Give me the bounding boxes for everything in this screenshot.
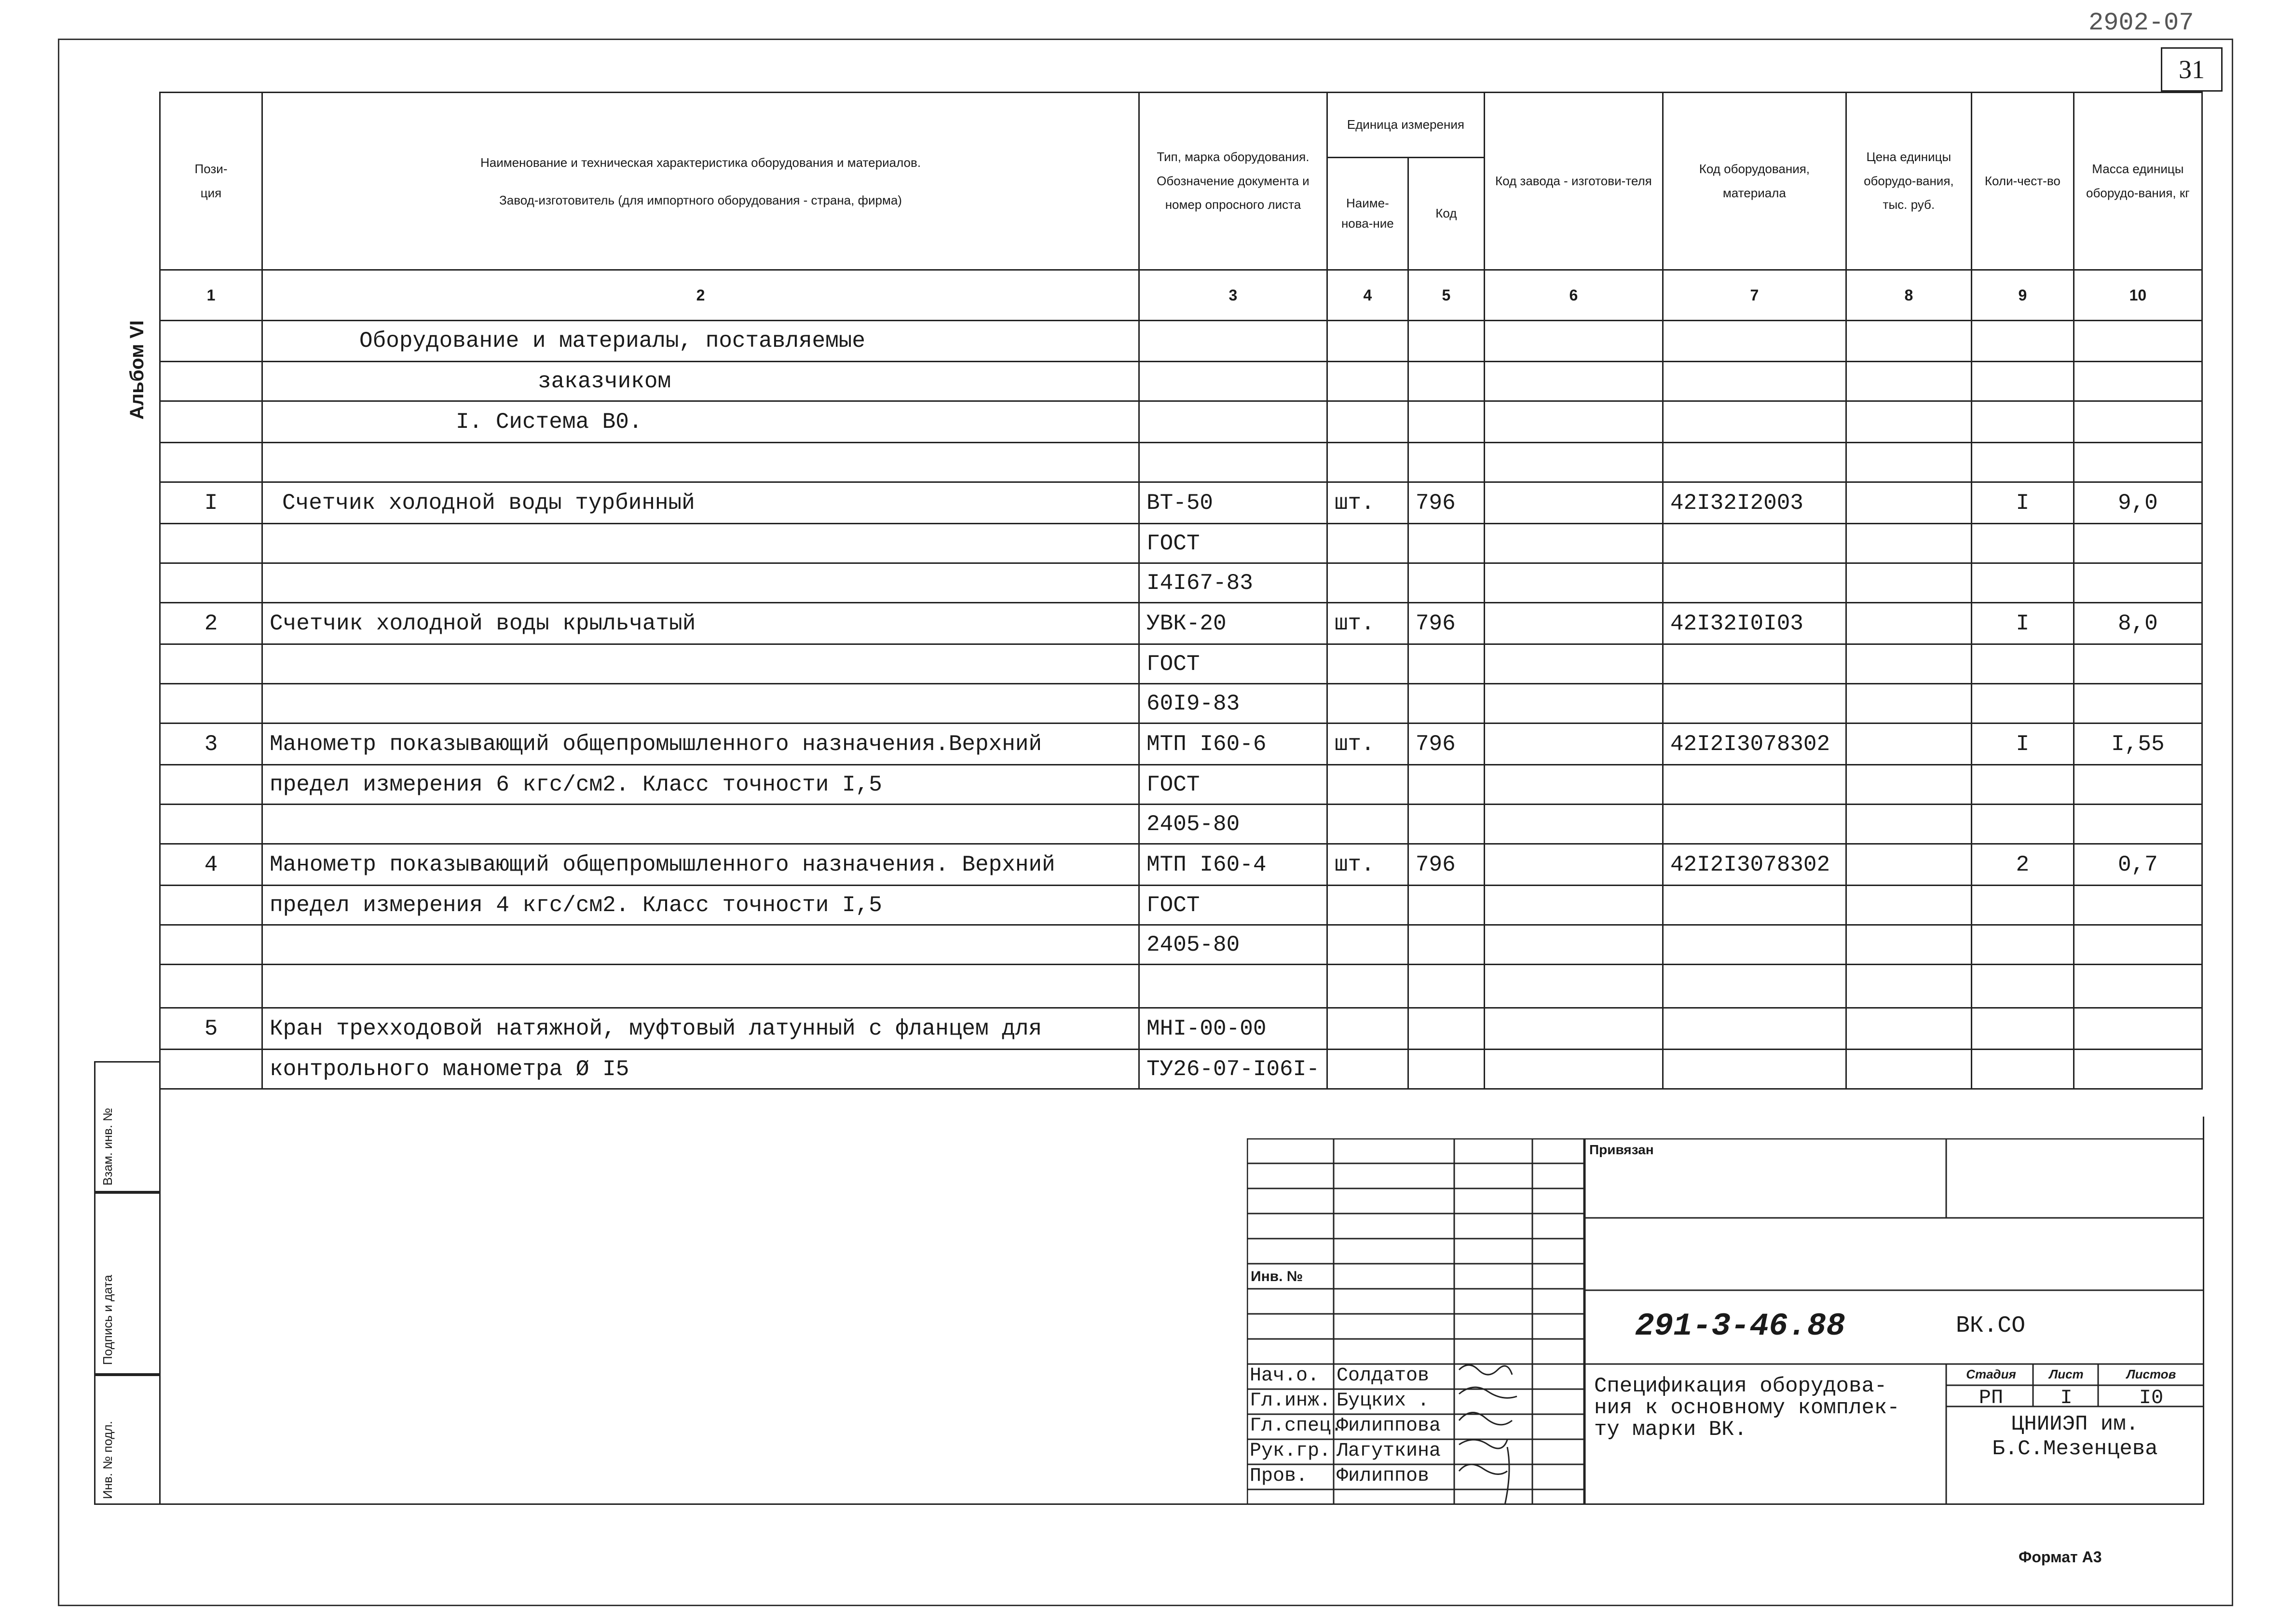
price-cell <box>1846 723 1971 765</box>
price-cell <box>1846 524 1971 563</box>
table-row <box>160 886 2202 925</box>
position-cell <box>160 644 262 684</box>
unit-name-cell <box>1327 765 1408 805</box>
type-cell: 2405-80 <box>1139 805 1327 844</box>
inventory-number-label: Инв. № <box>1251 1269 1303 1284</box>
table-row <box>160 684 2202 723</box>
equipment-code-cell: 42I32I2003 <box>1663 482 1846 524</box>
quantity-cell <box>1971 563 2074 603</box>
unit-code-cell <box>1408 644 1484 684</box>
position-cell <box>160 925 262 965</box>
sheets-label: Листов <box>2126 1367 2176 1381</box>
price-cell <box>1846 321 1971 362</box>
type-cell: ВТ-50 <box>1139 482 1327 524</box>
signer-name: Солдатов <box>1337 1365 1430 1387</box>
table-row <box>160 844 2202 886</box>
position-cell: 2 <box>160 603 262 644</box>
type-cell <box>1139 321 1327 362</box>
type-cell: I4I67-83 <box>1139 563 1327 603</box>
quantity-cell: I <box>1971 482 2074 524</box>
maker-code-cell <box>1484 844 1663 886</box>
specification-table <box>159 92 2203 1090</box>
name-cell <box>262 524 1139 563</box>
mass-cell <box>2074 765 2202 805</box>
position-cell <box>160 805 262 844</box>
table-row <box>160 524 2202 563</box>
price-cell <box>1846 482 1971 524</box>
column-number: 3 <box>1139 270 1327 321</box>
header-equipment-code: Код оборудования, материала <box>1663 93 1846 270</box>
format-label: Формат А3 <box>2019 1548 2102 1566</box>
title-block-main <box>1584 1138 2204 1505</box>
column-number: 6 <box>1484 270 1663 321</box>
price-cell <box>1846 805 1971 844</box>
document-number: 291-3-46.88 <box>1635 1308 1845 1344</box>
position-cell <box>160 321 262 362</box>
table-row <box>160 925 2202 965</box>
unit-name-cell <box>1327 524 1408 563</box>
position-cell: 4 <box>160 844 262 886</box>
unit-name-cell: шт. <box>1327 482 1408 524</box>
mass-cell <box>2074 886 2202 925</box>
unit-code-cell <box>1408 1008 1484 1050</box>
title-block-grid <box>1247 1138 1584 1505</box>
column-number: 1 <box>160 270 262 321</box>
name-cell: Счетчик холодной воды турбинный <box>262 482 1139 524</box>
mass-cell <box>2074 965 2202 1008</box>
equipment-code-cell <box>1663 362 1846 401</box>
position-cell <box>160 563 262 603</box>
quantity-cell: I <box>1971 723 2074 765</box>
position-cell <box>160 965 262 1008</box>
column-number: 5 <box>1408 270 1484 321</box>
quantity-cell <box>1971 644 2074 684</box>
equipment-code-cell <box>1663 886 1846 925</box>
price-cell <box>1846 1050 1971 1089</box>
equipment-code-cell <box>1663 965 1846 1008</box>
unit-name-cell <box>1327 362 1408 401</box>
equipment-code-cell <box>1663 644 1846 684</box>
unit-code-cell <box>1408 443 1484 482</box>
price-cell <box>1846 844 1971 886</box>
mass-cell <box>2074 925 2202 965</box>
mass-cell: I,55 <box>2074 723 2202 765</box>
equipment-code-cell <box>1663 563 1846 603</box>
table-row <box>160 482 2202 524</box>
unit-name-cell <box>1327 1050 1408 1089</box>
type-cell <box>1139 362 1327 401</box>
maker-code-cell <box>1484 563 1663 603</box>
quantity-cell <box>1971 362 2074 401</box>
position-cell: 3 <box>160 723 262 765</box>
header-type: Тип, марка оборудования. Обозначение документа и номер опросного листа <box>1139 93 1327 270</box>
title-line: Спецификация оборудова- <box>1594 1374 1887 1398</box>
unit-name-cell <box>1327 925 1408 965</box>
unit-name-cell <box>1327 321 1408 362</box>
type-cell <box>1139 443 1327 482</box>
unit-code-cell <box>1408 965 1484 1008</box>
org-line: ЦНИИЭП им. <box>2011 1412 2139 1436</box>
header-name: Наименование и техническая характеристика оборудования и материалов. Завод-изготовитель (для импортного оборудования - страна, фирма) <box>262 93 1139 270</box>
table-row <box>160 321 2202 362</box>
maker-code-cell <box>1484 603 1663 644</box>
unit-name-cell <box>1327 563 1408 603</box>
equipment-code-cell: 42I32I0I03 <box>1663 603 1846 644</box>
column-number: 4 <box>1327 270 1408 321</box>
organization <box>1947 1412 2203 1461</box>
price-cell <box>1846 1008 1971 1050</box>
price-cell <box>1846 443 1971 482</box>
specification-body <box>160 321 2202 1089</box>
mass-cell: 9,0 <box>2074 482 2202 524</box>
mass-cell <box>2074 401 2202 443</box>
unit-name-cell <box>1327 805 1408 844</box>
table-row <box>160 723 2202 765</box>
maker-code-cell <box>1484 925 1663 965</box>
equipment-code-cell <box>1663 401 1846 443</box>
unit-name-cell: шт. <box>1327 723 1408 765</box>
maker-code-cell <box>1484 482 1663 524</box>
unit-code-cell: 796 <box>1408 482 1484 524</box>
column-number: 8 <box>1846 270 1971 321</box>
unit-code-cell <box>1408 563 1484 603</box>
name-cell: Оборудование и материалы, поставляемые <box>262 321 1139 362</box>
sheet-label: Лист <box>2049 1367 2084 1381</box>
equipment-code-cell <box>1663 443 1846 482</box>
type-cell: ГОСТ <box>1139 886 1327 925</box>
column-number: 10 <box>2074 270 2202 321</box>
unit-name-cell <box>1327 401 1408 443</box>
equipment-code-cell <box>1663 765 1846 805</box>
quantity-cell <box>1971 321 2074 362</box>
price-cell <box>1846 401 1971 443</box>
name-cell <box>262 925 1139 965</box>
mass-cell: 8,0 <box>2074 603 2202 644</box>
stamp-replacement-inventory <box>94 1061 161 1192</box>
type-cell: ГОСТ <box>1139 524 1327 563</box>
signer-name: Лагуткина <box>1337 1440 1441 1462</box>
unit-code-cell: 796 <box>1408 844 1484 886</box>
maker-code-cell <box>1484 443 1663 482</box>
role-label: Гл.спец. <box>1250 1415 1343 1437</box>
header-price: Цена единицы оборудо-вания, тыс. руб. <box>1846 93 1971 270</box>
type-cell: МТП I60-6 <box>1139 723 1327 765</box>
document-title <box>1594 1376 1900 1441</box>
unit-code-cell <box>1408 805 1484 844</box>
maker-code-cell <box>1484 524 1663 563</box>
price-cell <box>1846 965 1971 1008</box>
unit-code-cell <box>1408 1050 1484 1089</box>
column-number: 7 <box>1663 270 1846 321</box>
role-label: Рук.гр. <box>1250 1440 1331 1462</box>
type-cell: ГОСТ <box>1139 765 1327 805</box>
type-cell: 60I9-83 <box>1139 684 1327 723</box>
mass-cell <box>2074 524 2202 563</box>
maker-code-cell <box>1484 401 1663 443</box>
role-label: Нач.о. <box>1250 1365 1320 1387</box>
position-cell: 5 <box>160 1008 262 1050</box>
price-cell <box>1846 765 1971 805</box>
table-row <box>160 1050 2202 1089</box>
unit-code-cell <box>1408 925 1484 965</box>
mass-cell <box>2074 684 2202 723</box>
type-cell: ГОСТ <box>1139 644 1327 684</box>
position-cell <box>160 684 262 723</box>
equipment-code-cell <box>1663 524 1846 563</box>
maker-code-cell <box>1484 644 1663 684</box>
album-label: Альбом VI <box>126 320 148 420</box>
name-cell <box>262 805 1139 844</box>
position-cell <box>160 524 262 563</box>
header-maker-code: Код завода - изготови-теля <box>1484 93 1663 270</box>
unit-name-cell <box>1327 684 1408 723</box>
header-mass: Масса единицы оборудо-вания, кг <box>2074 93 2202 270</box>
type-cell: 2405-80 <box>1139 925 1327 965</box>
price-cell <box>1846 684 1971 723</box>
equipment-code-cell <box>1663 925 1846 965</box>
position-cell <box>160 401 262 443</box>
quantity-cell <box>1971 524 2074 563</box>
price-cell <box>1846 563 1971 603</box>
quantity-cell <box>1971 401 2074 443</box>
table-row <box>160 1008 2202 1050</box>
document-code: ВК.СО <box>1956 1313 2026 1339</box>
equipment-code-cell: 42I2I3078302 <box>1663 723 1846 765</box>
quantity-cell <box>1971 765 2074 805</box>
stamp-label: Взам. инв. № <box>100 1107 115 1186</box>
signer-name: Филиппова <box>1337 1415 1441 1437</box>
header-position: Пози- ция <box>160 93 262 270</box>
position-cell <box>160 765 262 805</box>
role-label: Гл.инж. <box>1250 1390 1331 1412</box>
price-cell <box>1846 362 1971 401</box>
unit-code-cell <box>1408 886 1484 925</box>
table-row <box>160 603 2202 644</box>
unit-code-cell <box>1408 401 1484 443</box>
position-cell <box>160 1050 262 1089</box>
price-cell <box>1846 644 1971 684</box>
name-cell: Манометр показывающий общепромышленного назначения. Верхний <box>262 844 1139 886</box>
price-cell <box>1846 886 1971 925</box>
unit-code-cell <box>1408 684 1484 723</box>
mass-cell <box>2074 1050 2202 1089</box>
mass-cell <box>2074 644 2202 684</box>
signer-name: Буцких . <box>1337 1390 1430 1412</box>
quantity-cell <box>1971 925 2074 965</box>
header-unit-code: Код <box>1408 158 1484 270</box>
position-cell: I <box>160 482 262 524</box>
name-cell: заказчиком <box>262 362 1139 401</box>
equipment-code-cell <box>1663 1008 1846 1050</box>
privyazan-label: Привязан <box>1589 1142 1654 1157</box>
unit-name-cell <box>1327 644 1408 684</box>
type-cell: МТП I60-4 <box>1139 844 1327 886</box>
unit-code-cell <box>1408 765 1484 805</box>
mass-cell <box>2074 443 2202 482</box>
name-cell <box>262 684 1139 723</box>
type-cell: УВК-20 <box>1139 603 1327 644</box>
mass-cell <box>2074 321 2202 362</box>
equipment-code-cell <box>1663 321 1846 362</box>
maker-code-cell <box>1484 1050 1663 1089</box>
quantity-cell <box>1971 805 2074 844</box>
quantity-cell <box>1971 965 2074 1008</box>
type-cell: МНI-00-00 <box>1139 1008 1327 1050</box>
quantity-cell <box>1971 886 2074 925</box>
org-line: Б.С.Мезенцева <box>1992 1436 2158 1461</box>
table-row <box>160 362 2202 401</box>
stage-label: Стадия <box>1966 1367 2016 1381</box>
table-row <box>160 401 2202 443</box>
equipment-code-cell <box>1663 1050 1846 1089</box>
equipment-code-cell <box>1663 805 1846 844</box>
position-cell <box>160 362 262 401</box>
name-cell: предел измерения 4 кгс/см2. Класс точности I,5 <box>262 886 1139 925</box>
maker-code-cell <box>1484 362 1663 401</box>
mass-cell <box>2074 563 2202 603</box>
maker-code-cell <box>1484 321 1663 362</box>
stage-value: РП <box>1979 1386 2004 1409</box>
title-line: ния к основному комплек- <box>1594 1395 1900 1420</box>
signer-name: Филиппов <box>1337 1465 1430 1487</box>
corner-number-fragment: 2902-07 <box>2088 9 2194 37</box>
table-row <box>160 563 2202 603</box>
unit-name-cell <box>1327 886 1408 925</box>
column-number: 9 <box>1971 270 2074 321</box>
name-cell: предел измерения 6 кгс/см2. Класс точности I,5 <box>262 765 1139 805</box>
price-cell <box>1846 925 1971 965</box>
stamp-original-inventory <box>94 1375 161 1505</box>
role-label: Пров. <box>1250 1465 1308 1487</box>
position-cell <box>160 886 262 925</box>
name-cell: Счетчик холодной воды крыльчатый <box>262 603 1139 644</box>
type-cell: ТУ26-07-I06I- <box>1139 1050 1327 1089</box>
name-cell: Кран трехходовой натяжной, муфтовый латунный с фланцем для <box>262 1008 1139 1050</box>
equipment-code-cell <box>1663 684 1846 723</box>
header-quantity: Коли-чест-во <box>1971 93 2074 270</box>
unit-name-cell <box>1327 965 1408 1008</box>
sheets-value: I0 <box>2139 1386 2164 1409</box>
type-cell <box>1139 401 1327 443</box>
signatures <box>1247 1138 1584 1505</box>
price-cell <box>1846 603 1971 644</box>
name-cell <box>262 644 1139 684</box>
unit-name-cell <box>1327 443 1408 482</box>
maker-code-cell <box>1484 765 1663 805</box>
name-cell: I. Система В0. <box>262 401 1139 443</box>
maker-code-cell <box>1484 723 1663 765</box>
quantity-cell: 2 <box>1971 844 2074 886</box>
sheet-value: I <box>2060 1386 2073 1409</box>
unit-name-cell: шт. <box>1327 844 1408 886</box>
column-number: 2 <box>262 270 1139 321</box>
table-row <box>160 805 2202 844</box>
quantity-cell <box>1971 1008 2074 1050</box>
table-row <box>160 965 2202 1008</box>
mass-cell: 0,7 <box>2074 844 2202 886</box>
table-row <box>160 765 2202 805</box>
quantity-cell <box>1971 443 2074 482</box>
sheet-number: 31 <box>2179 55 2205 84</box>
name-cell: контрольного манометра Ø I5 <box>262 1050 1139 1089</box>
unit-code-cell <box>1408 362 1484 401</box>
quantity-cell <box>1971 684 2074 723</box>
position-cell <box>160 443 262 482</box>
mass-cell <box>2074 362 2202 401</box>
equipment-code-cell: 42I2I3078302 <box>1663 844 1846 886</box>
maker-code-cell <box>1484 684 1663 723</box>
name-cell: Манометр показывающий общепромышленного назначения.Верхний <box>262 723 1139 765</box>
title-line: ту марки ВК. <box>1594 1417 1747 1442</box>
header-unit-group: Единица измерения <box>1327 93 1484 158</box>
stamp-signature-date <box>94 1192 161 1375</box>
unit-name-cell: шт. <box>1327 603 1408 644</box>
maker-code-cell <box>1484 805 1663 844</box>
unit-code-cell <box>1408 524 1484 563</box>
unit-code-cell: 796 <box>1408 723 1484 765</box>
name-cell <box>262 563 1139 603</box>
quantity-cell <box>1971 1050 2074 1089</box>
table-row <box>160 644 2202 684</box>
maker-code-cell <box>1484 965 1663 1008</box>
stamp-label: Инв. № подл. <box>100 1421 115 1499</box>
table-row <box>160 443 2202 482</box>
maker-code-cell <box>1484 1008 1663 1050</box>
unit-code-cell <box>1408 321 1484 362</box>
quantity-cell: I <box>1971 603 2074 644</box>
stamp-label: Подпись и дата <box>100 1274 115 1365</box>
maker-code-cell <box>1484 886 1663 925</box>
unit-code-cell: 796 <box>1408 603 1484 644</box>
mass-cell <box>2074 805 2202 844</box>
name-cell <box>262 443 1139 482</box>
header-unit-name: Наиме-нова-ние <box>1327 158 1408 270</box>
mass-cell <box>2074 1008 2202 1050</box>
unit-name-cell <box>1327 1008 1408 1050</box>
type-cell <box>1139 965 1327 1008</box>
name-cell <box>262 965 1139 1008</box>
